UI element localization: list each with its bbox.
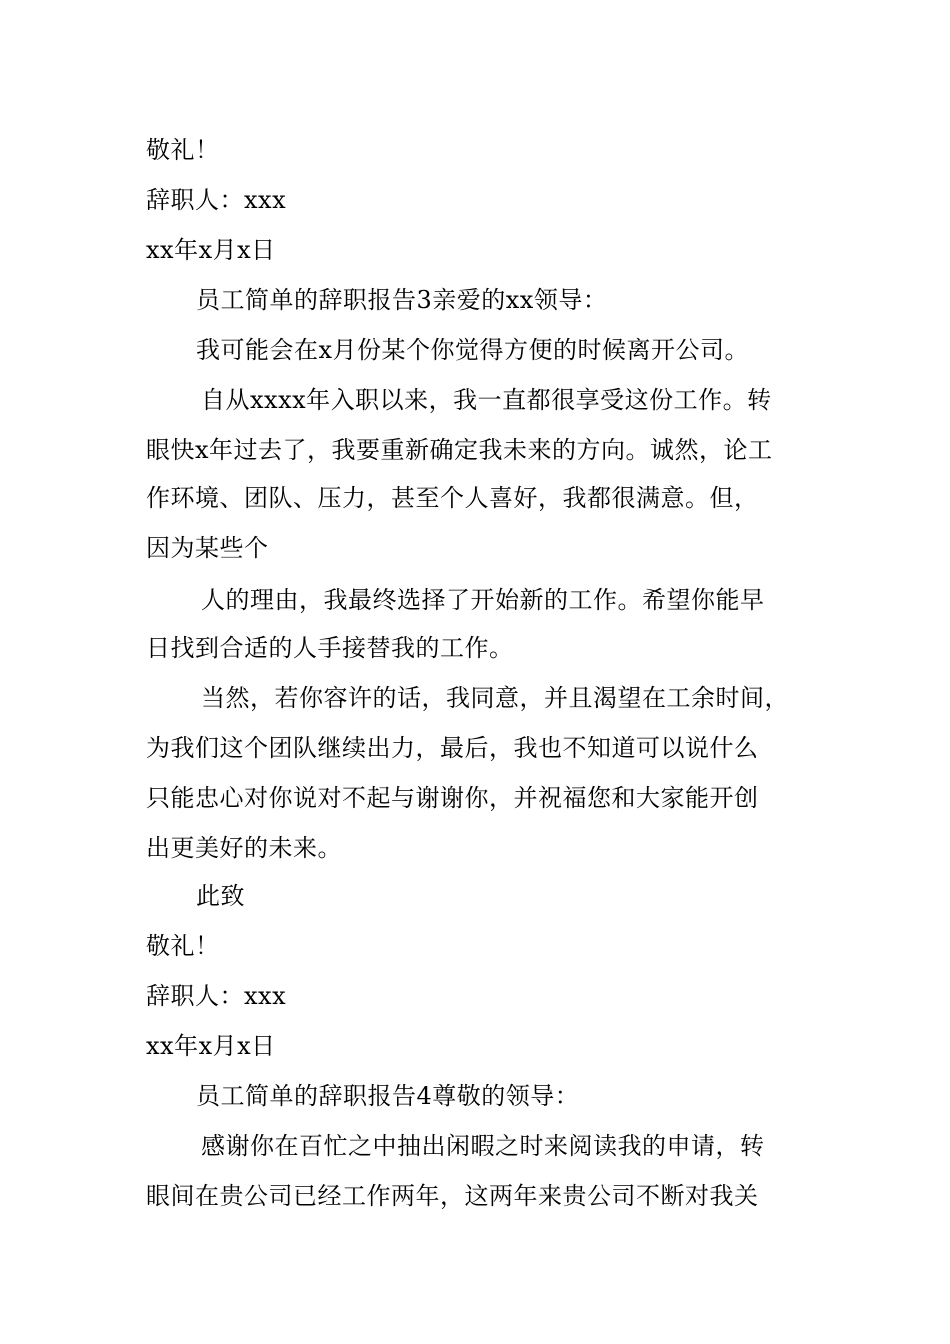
paragraph-line: 我可能会在x月份某个你觉得方便的时候离开公司。	[196, 336, 750, 364]
resigner-signature: 辞职人：xxx	[146, 982, 287, 1010]
resigner-signature: 辞职人：xxx	[146, 186, 287, 214]
paragraph-line: 因为某些个	[146, 534, 269, 562]
paragraph-line: 眼间在贵公司已经工作两年，这两年来贵公司不断对我关	[146, 1182, 759, 1210]
closing-phrase: 此致	[196, 882, 245, 910]
paragraph-line: 为我们这个团队继续出力，最后，我也不知道可以说什么	[146, 734, 759, 762]
section-heading-report-3: 员工简单的辞职报告3亲爱的xx领导：	[196, 286, 608, 314]
closing-salutation: 敬礼！	[146, 136, 220, 164]
paragraph-line: 自从xxxx年入职以来，我一直都很享受这份工作。转	[201, 386, 772, 414]
date-line: xx年x月x日	[146, 1032, 276, 1060]
closing-salutation: 敬礼！	[146, 932, 220, 960]
paragraph-line: 出更美好的未来。	[146, 834, 342, 862]
paragraph-line: 人的理由，我最终选择了开始新的工作。希望你能早	[201, 586, 765, 614]
paragraph-line: 感谢你在百忙之中抽出闲暇之时来阅读我的申请，转	[201, 1132, 765, 1160]
paragraph-line: 作环境、团队、压力，甚至个人喜好，我都很满意。但，	[146, 484, 759, 512]
paragraph-line: 只能忠心对你说对不起与谢谢你，并祝福您和大家能开创	[146, 784, 759, 812]
paragraph-line: 眼快x年过去了，我要重新确定我未来的方向。诚然，论工	[146, 436, 773, 464]
section-heading-report-4: 员工简单的辞职报告4尊敬的领导：	[196, 1082, 580, 1110]
paragraph-line: 日找到合适的人手接替我的工作。	[146, 634, 514, 662]
paragraph-line: 当然，若你容许的话，我同意，并且渴望在工余时间，	[201, 684, 789, 712]
date-line: xx年x月x日	[146, 236, 276, 264]
